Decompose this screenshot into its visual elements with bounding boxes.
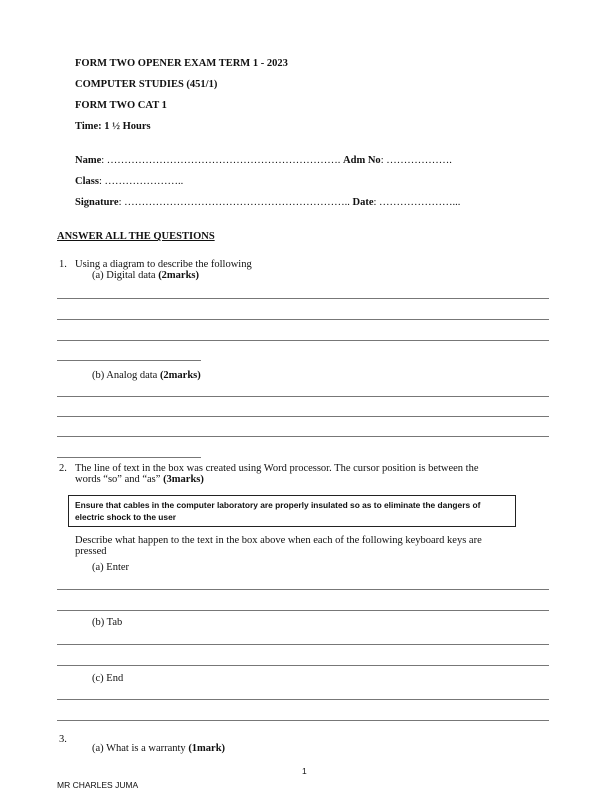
q2-describe-2: pressed [75,546,107,557]
q3-number: 3. [59,734,67,745]
page-number: 1 [302,766,307,776]
text-box: Ensure that cables in the computer laboratory are properly insulated so as to eliminate the dangers of electric shock to the user [68,495,516,527]
q3a: (a) What is a warranty (1mark) [92,743,226,754]
q2-text-2: words “so” and “as” (3marks) [75,474,204,485]
q2-text: The line of text in the box was created using Word processor. The cursor position is between the [75,463,479,474]
exam-title: FORM TWO OPENER EXAM TERM 1 - 2023 [75,58,288,69]
answer-line[interactable] [57,644,549,645]
answer-line[interactable] [57,665,549,666]
q1-text: Using a diagram to describe the following [75,259,252,270]
q2-describe: Describe what happen to the text in the box above when each of the following keyboard keys are [75,535,482,546]
footer-author: MR CHARLES JUMA [57,780,139,790]
answer-line[interactable] [57,457,201,458]
class-field[interactable]: Class: ………………….. [75,176,184,187]
answer-line[interactable] [57,610,549,611]
subject: COMPUTER STUDIES (451/1) [75,79,218,90]
instruction: ANSWER ALL THE QUESTIONS [57,231,215,242]
q1b: (b) Analog data (2marks) [92,370,201,381]
q2-number: 2. [59,463,67,474]
name-field[interactable]: Name: …………………………………………………………. Adm No: ………………. [75,155,452,166]
time: Time: 1 ½ Hours [75,121,151,132]
q2a: (a) Enter [92,562,130,573]
q2b: (b) Tab [92,617,123,628]
q2c: (c) End [92,673,124,684]
answer-line[interactable] [57,360,201,361]
q1a: (a) Digital data (2marks) [92,270,200,281]
answer-line[interactable] [57,720,549,721]
cat-title: FORM TWO CAT 1 [75,100,167,111]
answer-line[interactable] [57,699,549,700]
signature-field[interactable]: Signature: ……………………………………………………….. Date: …………………... [75,197,461,208]
answer-line[interactable] [57,319,549,320]
answer-line[interactable] [57,396,549,397]
answer-line[interactable] [57,340,549,341]
answer-line[interactable] [57,436,549,437]
q1-number: 1. [59,259,67,270]
answer-line[interactable] [57,416,549,417]
answer-line[interactable] [57,298,549,299]
answer-line[interactable] [57,589,549,590]
